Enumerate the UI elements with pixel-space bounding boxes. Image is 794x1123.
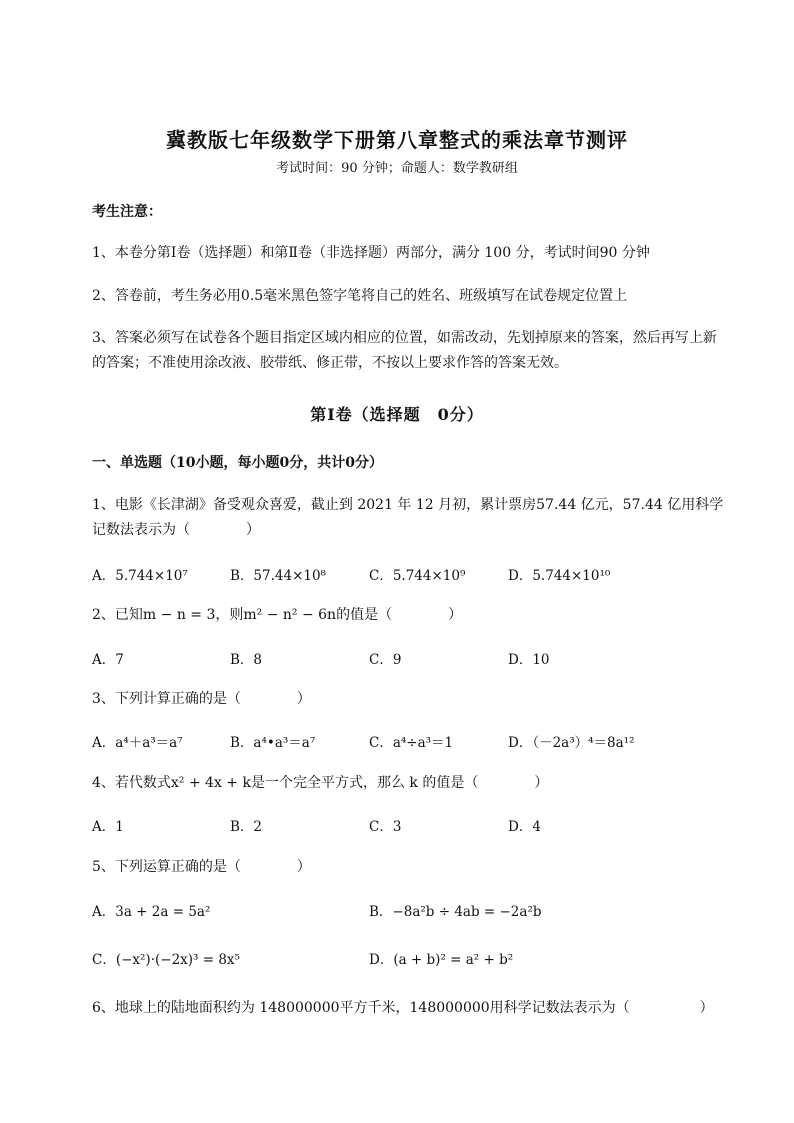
- question-3-option-d: D．（－2a³）⁴＝8a¹²: [508, 735, 635, 751]
- notice-heading: 考生注意：: [92, 204, 162, 220]
- notice-item-2: 2、答卷前，考生务必用0.5毫米黑色签字笔将自己的姓名、班级填写在试卷规定位置上: [92, 288, 628, 304]
- question-5-option-a: A．3a + 2a = 5a²: [92, 904, 211, 920]
- question-1-option-d: D．5.744×10¹⁰: [508, 568, 611, 584]
- question-2-option-a: A．7: [92, 652, 124, 668]
- notice-item-3-line-2: 的答案；不准使用涂改液、胶带纸、修正带，不按以上要求作答的答案无效。: [92, 355, 568, 371]
- part-heading: 一、单选题（10小题，每小题0分，共计0分）: [92, 455, 383, 471]
- question-2: 2、已知m − n = 3，则m² − n² − 6n的值是（ ）: [92, 607, 463, 623]
- question-3-option-a: A．a⁴＋a³＝a⁷: [92, 735, 183, 751]
- page-subtitle: 考试时间：90 分钟；命题人：数学教研组: [276, 161, 518, 176]
- question-4-option-b: B．2: [230, 819, 263, 835]
- question-4: 4、若代数式x² + 4x + k是一个完全平方式，那么 k 的值是（ ）: [92, 775, 549, 791]
- page-title: 冀教版七年级数学下册第八章整式的乘法章节测评: [166, 128, 628, 152]
- question-1-option-b: B．57.44×10⁸: [230, 568, 326, 584]
- question-6: 6、地球上的陆地面积约为 148000000平方千米，148000000用科学记数法表示为（ ）: [92, 1000, 714, 1016]
- question-4-option-a: A．1: [92, 819, 124, 835]
- question-1-option-a: A．5.744×10⁷: [92, 568, 188, 584]
- question-1-option-c: C．5.744×10⁹: [369, 568, 466, 584]
- notice-item-1: 1、本卷分第Ⅰ卷（选择题）和第Ⅱ卷（非选择题）两部分，满分 100 分，考试时间90 分钟: [92, 245, 650, 261]
- question-1-line-2: 记数法表示为（ ）: [92, 522, 260, 538]
- question-5-option-c: C．(−x²)·(−2x)³ = 8x⁵: [92, 952, 240, 968]
- notice-item-3-line-1: 3、答案必须写在试卷各个题目指定区域内相应的位置，如需改动，先划掉原来的答案，然后再写上新: [92, 330, 717, 346]
- question-4-option-d: D．4: [508, 819, 541, 835]
- question-3-option-c: C．a⁴÷a³＝1: [369, 735, 454, 751]
- question-3: 3、下列计算正确的是（ ）: [92, 691, 311, 707]
- question-5-option-b: B．−8a²b ÷ 4ab = −2a²b: [369, 904, 542, 920]
- question-4-option-c: C．3: [369, 819, 402, 835]
- question-2-option-c: C．9: [369, 652, 402, 668]
- question-5: 5、下列运算正确的是（ ）: [92, 859, 311, 875]
- question-2-option-b: B．8: [230, 652, 263, 668]
- section-title: 第Ⅰ卷（选择题 0分）: [310, 405, 484, 424]
- question-1-line-1: 1、电影《长津湖》备受观众喜爱，截止到 2021 年 12 月初，累计票房57.44 亿元，57.44 亿用科学: [92, 497, 724, 513]
- question-5-option-d: D．(a + b)² = a² + b²: [369, 952, 514, 968]
- question-3-option-b: B．a⁴•a³＝a⁷: [230, 735, 316, 751]
- question-2-option-d: D．10: [508, 652, 550, 668]
